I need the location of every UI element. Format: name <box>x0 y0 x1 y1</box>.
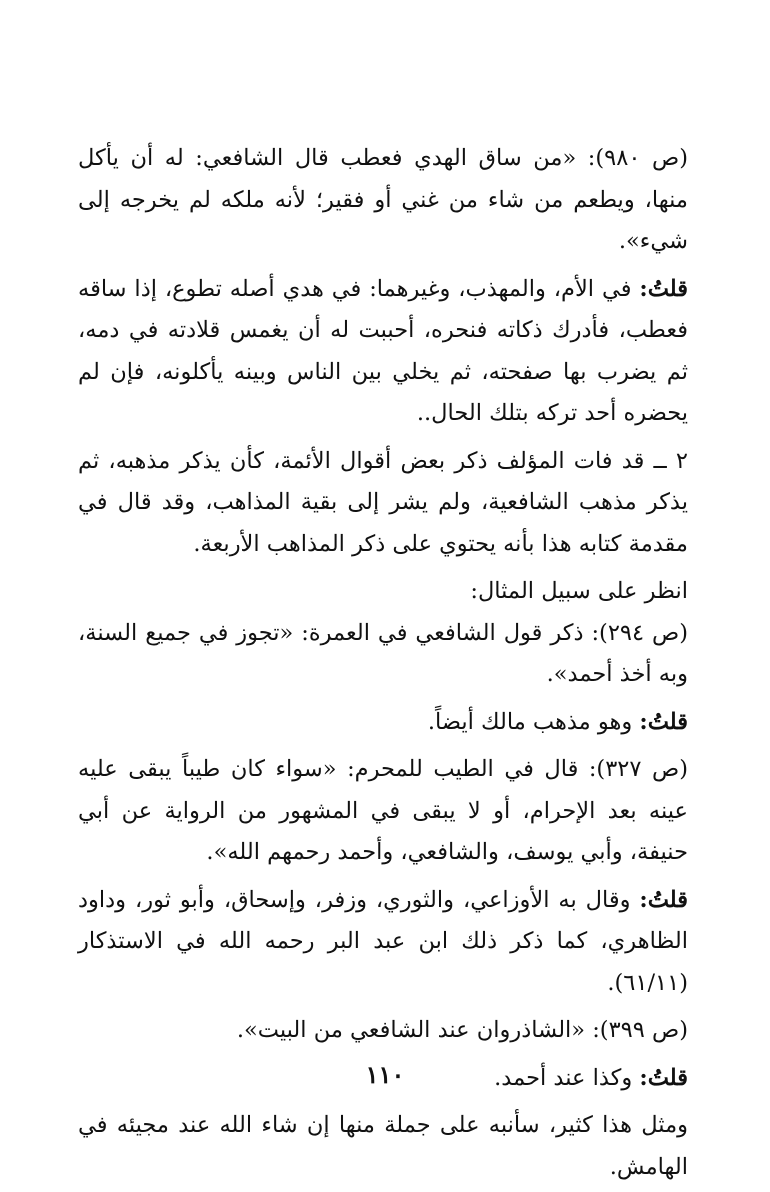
paragraph-text: وقال به الأوزاعي، والثوري، وزفر، وإسحاق، وأبو ثور، وداود الظاهري، كما ذكر ذلك ابن عبد البر رحمه الله في الاستذكار (٦١/١١). <box>78 886 688 996</box>
qultu-label: قلتُ: <box>639 275 688 302</box>
qultu-label: قلتُ: <box>639 708 688 735</box>
paragraph-example-intro <box>78 571 718 613</box>
paragraph-text: وهو مذهب مالك أيضاً. <box>427 708 640 735</box>
paragraph-quote-399 <box>78 1010 718 1052</box>
paragraph-text: في الأم، والمهذب، وغيرهما: في هدي أصله تطوع، إذا ساقه فعطب، فأدرك ذكاته فنحره، أحببت له أن يغمس قلادته في دمه، ثم يضرب بها صفحته، ثم يخلي بين الناس وبينه يأكلونه، فإن لم يحضره أحد تركه بتلك الحال.. <box>78 275 688 426</box>
paragraph-text: ٢ ــ قد فات المؤلف ذكر بعض أقوال الأئمة، كأن يذكر مذهبه، ثم يذكر مذهب الشافعية، ولم يشر إلى بقية المذاهب، وقد قال في مقدمة كتابه هذا بأنه يحتوي على ذكر المذاهب الأربعة. <box>78 447 688 557</box>
paragraph-text: ومثل هذا كثير، سأنبه على جملة منها إن شاء الله عند مجيئه في الهامش. <box>78 1112 688 1180</box>
page-body <box>78 138 718 1188</box>
paragraph-comment-980 <box>78 269 718 435</box>
paragraph-text: (ص ٢٩٤): ذكر قول الشافعي في العمرة: «تجوز في جميع السنة، وبه أخذ أحمد». <box>78 619 688 687</box>
paragraph-closing-note <box>78 1105 718 1188</box>
paragraph-comment-294 <box>78 702 718 744</box>
paragraph-point-2 <box>78 441 718 566</box>
paragraph-text: (ص ٣٢٧): قال في الطيب للمحرم: «سواء كان طيباً يبقى عليه عينه بعد الإحرام، أو لا يبقى في المشهور من الرواية عن أبي حنيفة، وأبي يوسف، والشافعي، وأحمد رحمهم الله». <box>78 756 688 865</box>
page-number: ١١٠ <box>365 1060 405 1089</box>
qultu-label: قلتُ: <box>639 886 688 913</box>
paragraph-text: (ص ٣٩٩): «الشاذروان عند الشافعي من البيت». <box>236 1017 688 1043</box>
paragraph-quote-294 <box>78 613 718 696</box>
paragraph-comment-327 <box>78 880 718 1005</box>
paragraph-text: (ص ٩٨٠): «من ساق الهدي فعطب قال الشافعي: له أن يأكل منها، ويطعم من شاء من غني أو فقير؛ لأنه ملكه لم يخرجه إلى شيء». <box>78 145 688 254</box>
paragraph-text: وكذا عند أحمد. <box>494 1064 640 1091</box>
qultu-label: قلتُ: <box>639 1064 688 1091</box>
paragraph-text: انظر على سبيل المثال: <box>470 578 688 604</box>
paragraph-quote-327 <box>78 749 718 874</box>
paragraph-quote-980 <box>78 138 718 263</box>
